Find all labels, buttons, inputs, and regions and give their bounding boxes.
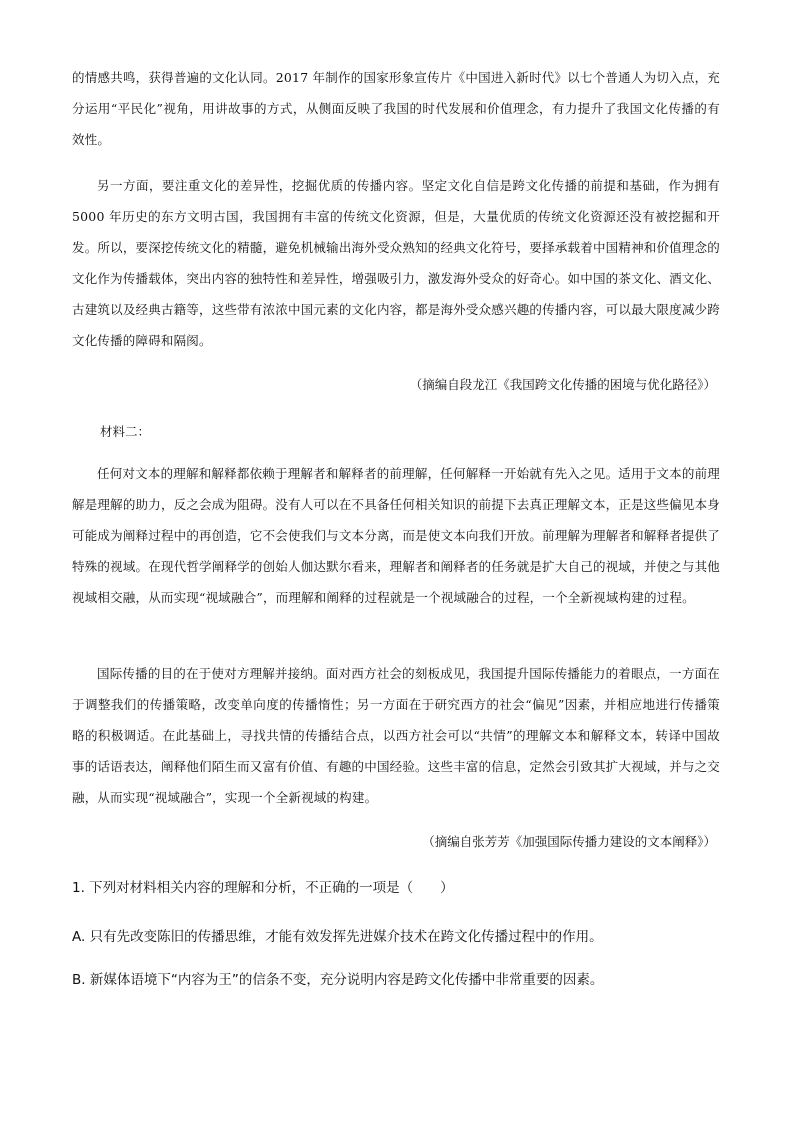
material-one-continuation: [72, 62, 720, 155]
paragraph-continued: 的情感共鸣，获得普遍的文化认同。2017 年制作的国家形象宣传片《中国进入新时代》以七个普通人为切入点，充分运用“平民化”视角，用讲故事的方式，从侧面反映了我国的时代发展和价值理念，有力提升了我国文化传播的有效性。: [72, 70, 720, 147]
material-two-source: （摘编自张芳芳《加强国际传播力建设的文本阐释》）: [422, 834, 716, 849]
material-two-label: 材料二：: [100, 424, 151, 439]
paragraph-pre-understanding: 任何对文本的理解和解释都依赖于理解者和解释者的前理解，任何解释一开始就有先入之见。适用于文本的前理解是理解的助力，反之会成为阻碍。没有人可以在不具备任何相关知识的前提下去真正理解文本，正是这些偏见本身可能成为阐释过程中的再创造，它不会使我们与文本分离，而是使文本向我们开放。前理解为理解者和解释者提供了特殊的视域。在现代哲学阐释学的创始人伽达默尔看来，理解者和阐释者的任务就是扩大自己的视域，并使之与其他视域相交融，从而实现“视域融合”，而理解和阐释的过程就是一个视域融合的过程，一个全新视域构建的过程。: [72, 466, 720, 605]
material-two-paragraph-1: [72, 458, 720, 613]
paragraph-international-communication: 国际传播的目的在于使对方理解并接纳。面对西方社会的刻板成见，我国提升国际传播能力的着眼点，一方面在于调整我们的传播策略，改变单向度的传播惰性；另一方面在于研究西方的社会“偏见”因素，并相应地进行传播策略的积极调适。在此基础上，寻找共情的传播结合点，以西方社会可以“共情”的理解文本和解释文本，转译中国故事的话语表达，阐释他们陌生而又富有价值、有趣的中国经验。这些丰富的信息，定然会引致其扩大视域，并与之交融，从而实现“视域融合”，实现一个全新视域的构建。: [72, 666, 720, 805]
paragraph-cultural-difference: 另一方面，要注重文化的差异性，挖掘优质的传播内容。坚定文化自信是跨文化传播的前提和基础，作为拥有 5000 年历史的东方文明古国，我国拥有丰富的传统文化资源，但是，大量优质的传统文化资源还没有被挖掘和开发。所以，要深挖传统文化的精髓，避免机械输出海外受众熟知的经典文化符号，要择承载着中国精神和价值理念的文化作为传播载体，突出内容的独特性和差异性，增强吸引力，激发海外受众的好奇心。如中国的茶文化、酒文化、古建筑以及经典古籍等，这些带有浓浓中国元素的文化内容，都是海外受众感兴趣的传播内容，可以最大限度减少跨文化传播的障碍和隔阂。: [72, 178, 720, 348]
material-two-paragraph-2: [72, 658, 720, 813]
material-one-source: （摘编自段龙江《我国跨文化传播的困境与优化路径》）: [409, 377, 716, 392]
material-one-paragraph-2: [72, 170, 720, 356]
option-a[interactable]: A. 只有先改变陈旧的传播思维，才能有效发挥先进媒介技术在跨文化传播过程中的作用。: [72, 929, 603, 945]
option-b[interactable]: B. 新媒体语境下“内容为王”的信条不变，充分说明内容是跨文化传播中非常重要的因素。: [72, 972, 604, 988]
question-stem: 1. 下列对材料相关内容的理解和分析，不正确的一项是（ ）: [72, 880, 454, 896]
